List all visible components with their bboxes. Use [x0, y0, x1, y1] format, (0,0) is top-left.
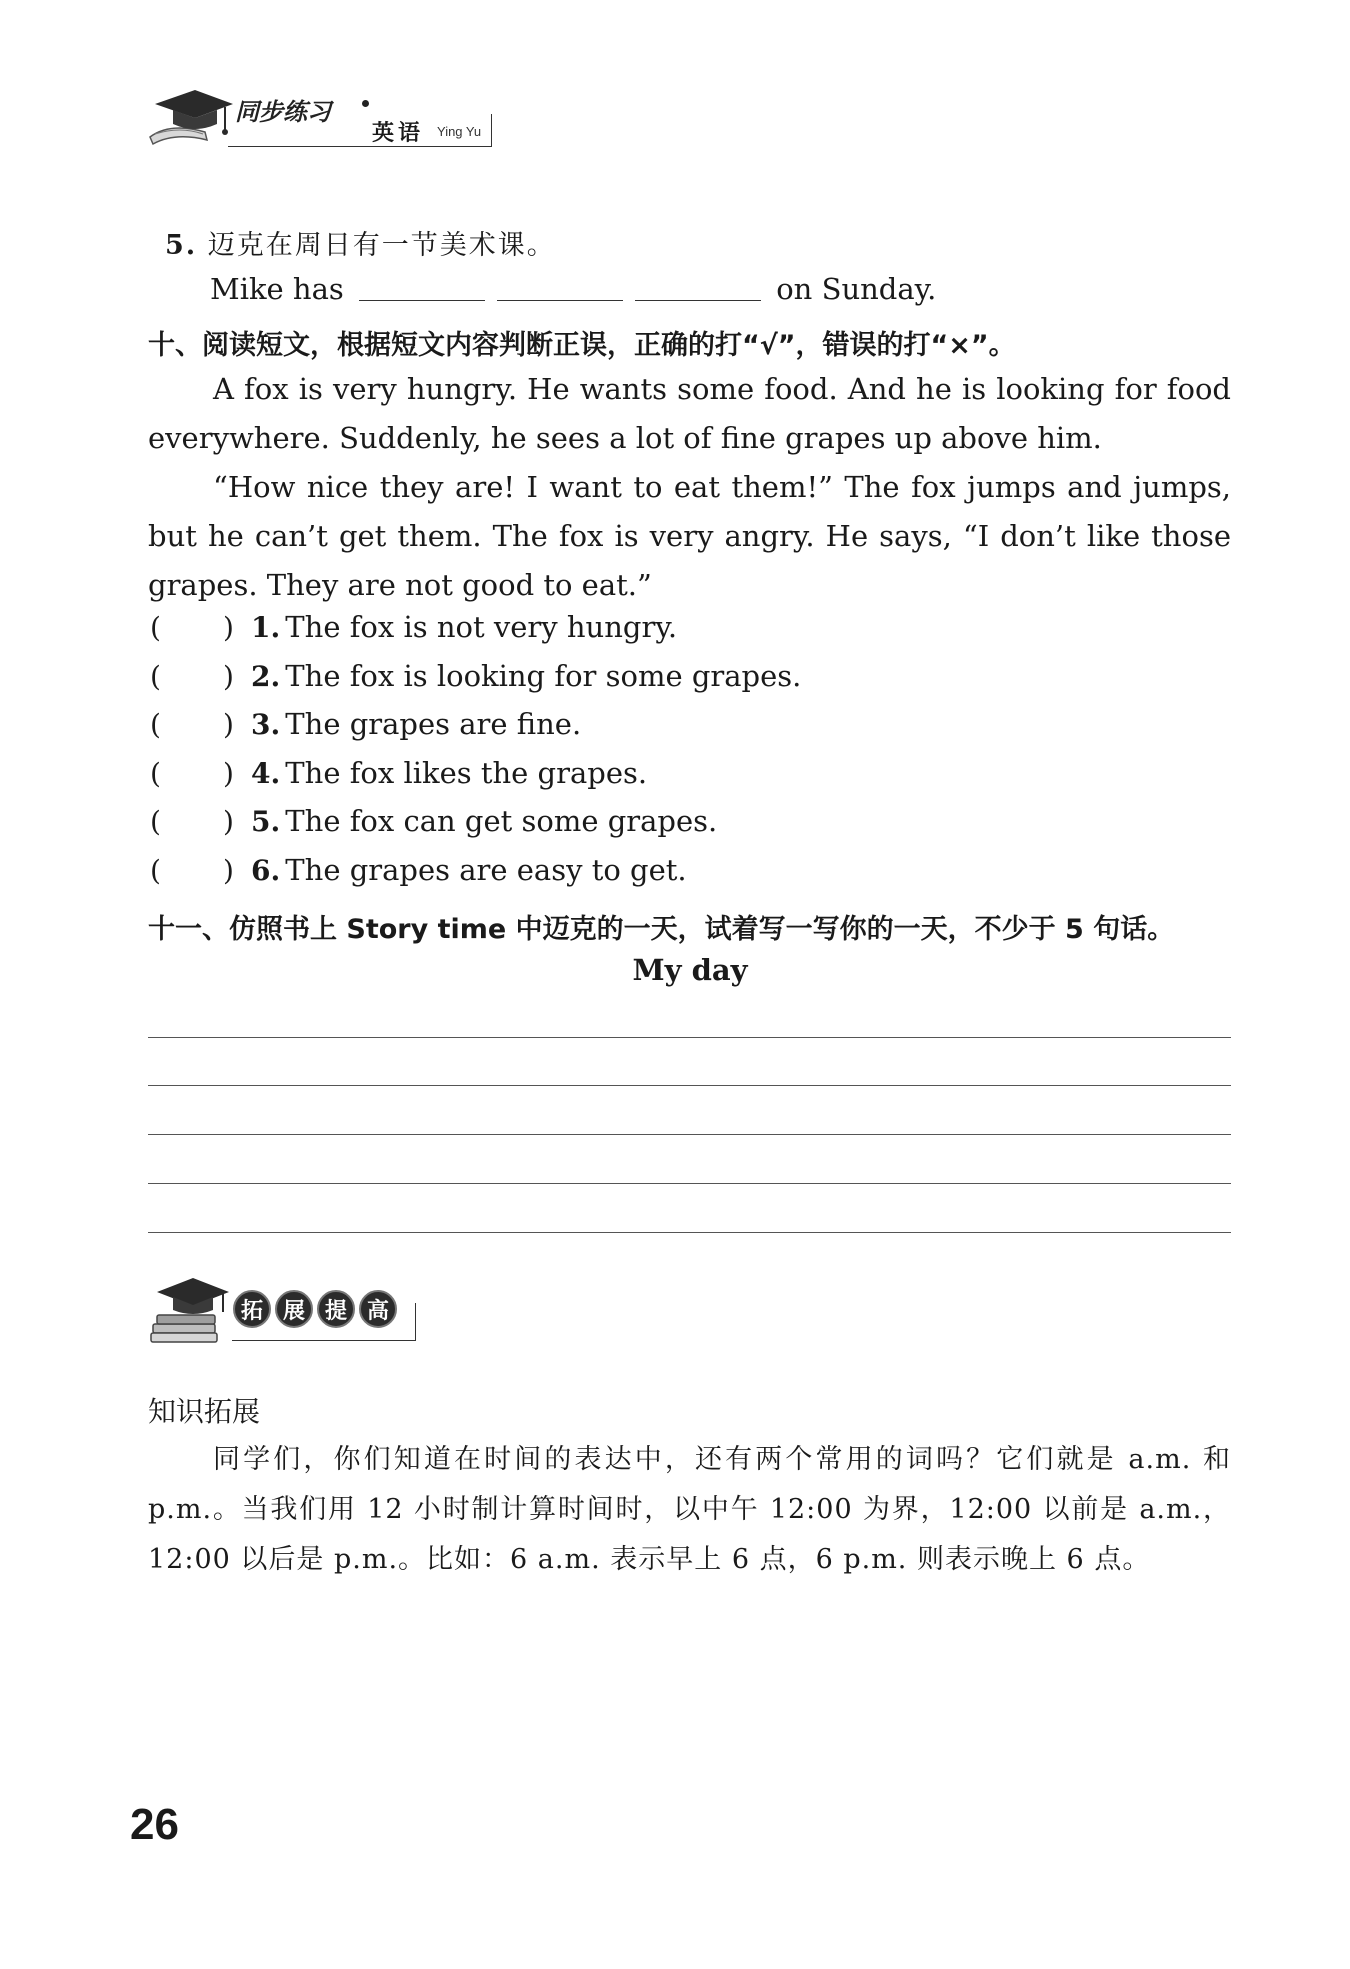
answer-blank[interactable]: [497, 300, 623, 301]
answer-paren-left[interactable]: (: [150, 708, 161, 741]
q5-prefix: Mike has: [210, 272, 344, 306]
section11-title: 十一、仿照书上 Story time 中迈克的一天，试着写一写你的一天，不少于 5 句话。: [148, 914, 1175, 945]
list-item: [150, 853, 687, 887]
writing-line[interactable]: [148, 1134, 1231, 1135]
q5-suffix: on Sunday.: [776, 272, 937, 306]
question-text: The fox likes the grapes.: [285, 756, 648, 790]
list-item: [150, 659, 801, 693]
q5-english-line: [210, 272, 936, 306]
subject-label: 英语: [372, 121, 425, 146]
extension-badge: 提: [317, 1290, 355, 1328]
page-number: 26: [130, 1800, 179, 1849]
series-title: 同步练习: [235, 98, 331, 126]
question-number: 1.: [250, 611, 281, 644]
question-text: The grapes are fine.: [285, 707, 582, 741]
extension-underline: [232, 1340, 416, 1341]
list-item: [150, 804, 717, 838]
knowledge-body: 同学们，你们知道在时间的表达中，还有两个常用的词吗？它们就是 a.m. 和p.m.。当我们用 12 小时制计算时间时，以中午 12:00 为界，12:00 以前是 a.m.，12:00 以后是 p.m.。比如：6 a.m. 表示早上 6 点，6 p.m. 则表示晚上 6 点。: [148, 1444, 1231, 1575]
answer-paren-left[interactable]: (: [150, 805, 161, 838]
q5-chinese: 迈克在周日有一节美术课。: [207, 230, 556, 261]
question-number: 3.: [250, 708, 281, 741]
question-number: 5.: [250, 805, 281, 838]
question-number: 4.: [250, 757, 281, 790]
writing-line[interactable]: [148, 1232, 1231, 1233]
header-underline: [228, 146, 492, 147]
passage-paragraph-2: “How nice they are! I want to eat them!” The fox jumps and jumps, but he can’t get them. The fox is very angry. He says, “I don’t like those grapes. They are not good to eat.”: [148, 470, 1231, 602]
writing-line[interactable]: [148, 1085, 1231, 1086]
question-number: 6.: [250, 854, 281, 887]
answer-paren-right[interactable]: ): [222, 611, 234, 644]
section10-title: 十、阅读短文，根据短文内容判断正误，正确的打“√”，错误的打“×”。: [148, 330, 1016, 361]
books-cap-icon: [145, 1270, 235, 1350]
answer-paren-left[interactable]: (: [150, 757, 161, 790]
extension-badge: 展: [275, 1290, 313, 1328]
answer-paren-right[interactable]: ): [222, 708, 234, 741]
knowledge-heading: 知识拓展: [148, 1395, 261, 1428]
list-item: [150, 756, 647, 790]
question-text: The grapes are easy to get.: [285, 853, 687, 887]
answer-paren-left[interactable]: (: [150, 611, 161, 644]
extension-badge: 拓: [233, 1290, 271, 1328]
answer-paren-right[interactable]: ): [222, 660, 234, 693]
q5-chinese-line: [165, 223, 556, 262]
list-item: [150, 610, 677, 644]
answer-paren-left[interactable]: (: [150, 660, 161, 693]
answer-paren-right[interactable]: ): [222, 805, 234, 838]
extension-badge: 高: [359, 1290, 397, 1328]
answer-paren-right[interactable]: ): [222, 757, 234, 790]
question-number: 2.: [250, 660, 281, 693]
subject-pinyin: Ying Yu: [437, 124, 482, 139]
graduation-cap-icon: [145, 82, 235, 152]
q5-number: 5.: [165, 230, 198, 261]
writing-line[interactable]: [148, 1037, 1231, 1038]
answer-blank[interactable]: [635, 300, 761, 301]
question-text: The fox can get some grapes.: [285, 804, 718, 838]
header-bracket: [491, 114, 492, 147]
extension-bracket: [415, 1303, 416, 1341]
question-text: The fox is looking for some grapes.: [285, 659, 802, 693]
writing-title: My day: [632, 953, 748, 987]
question-text: The fox is not very hungry.: [285, 610, 678, 644]
answer-paren-right[interactable]: ): [222, 854, 234, 887]
answer-paren-left[interactable]: (: [150, 854, 161, 887]
list-item: [150, 707, 581, 741]
writing-line[interactable]: [148, 1183, 1231, 1184]
header-dot: [362, 100, 369, 107]
answer-blank[interactable]: [359, 300, 485, 301]
passage-paragraph-1: A fox is very hungry. He wants some food. And he is looking for food everywhere. Suddenly, he sees a lot of fine grapes up above him.: [148, 372, 1231, 455]
